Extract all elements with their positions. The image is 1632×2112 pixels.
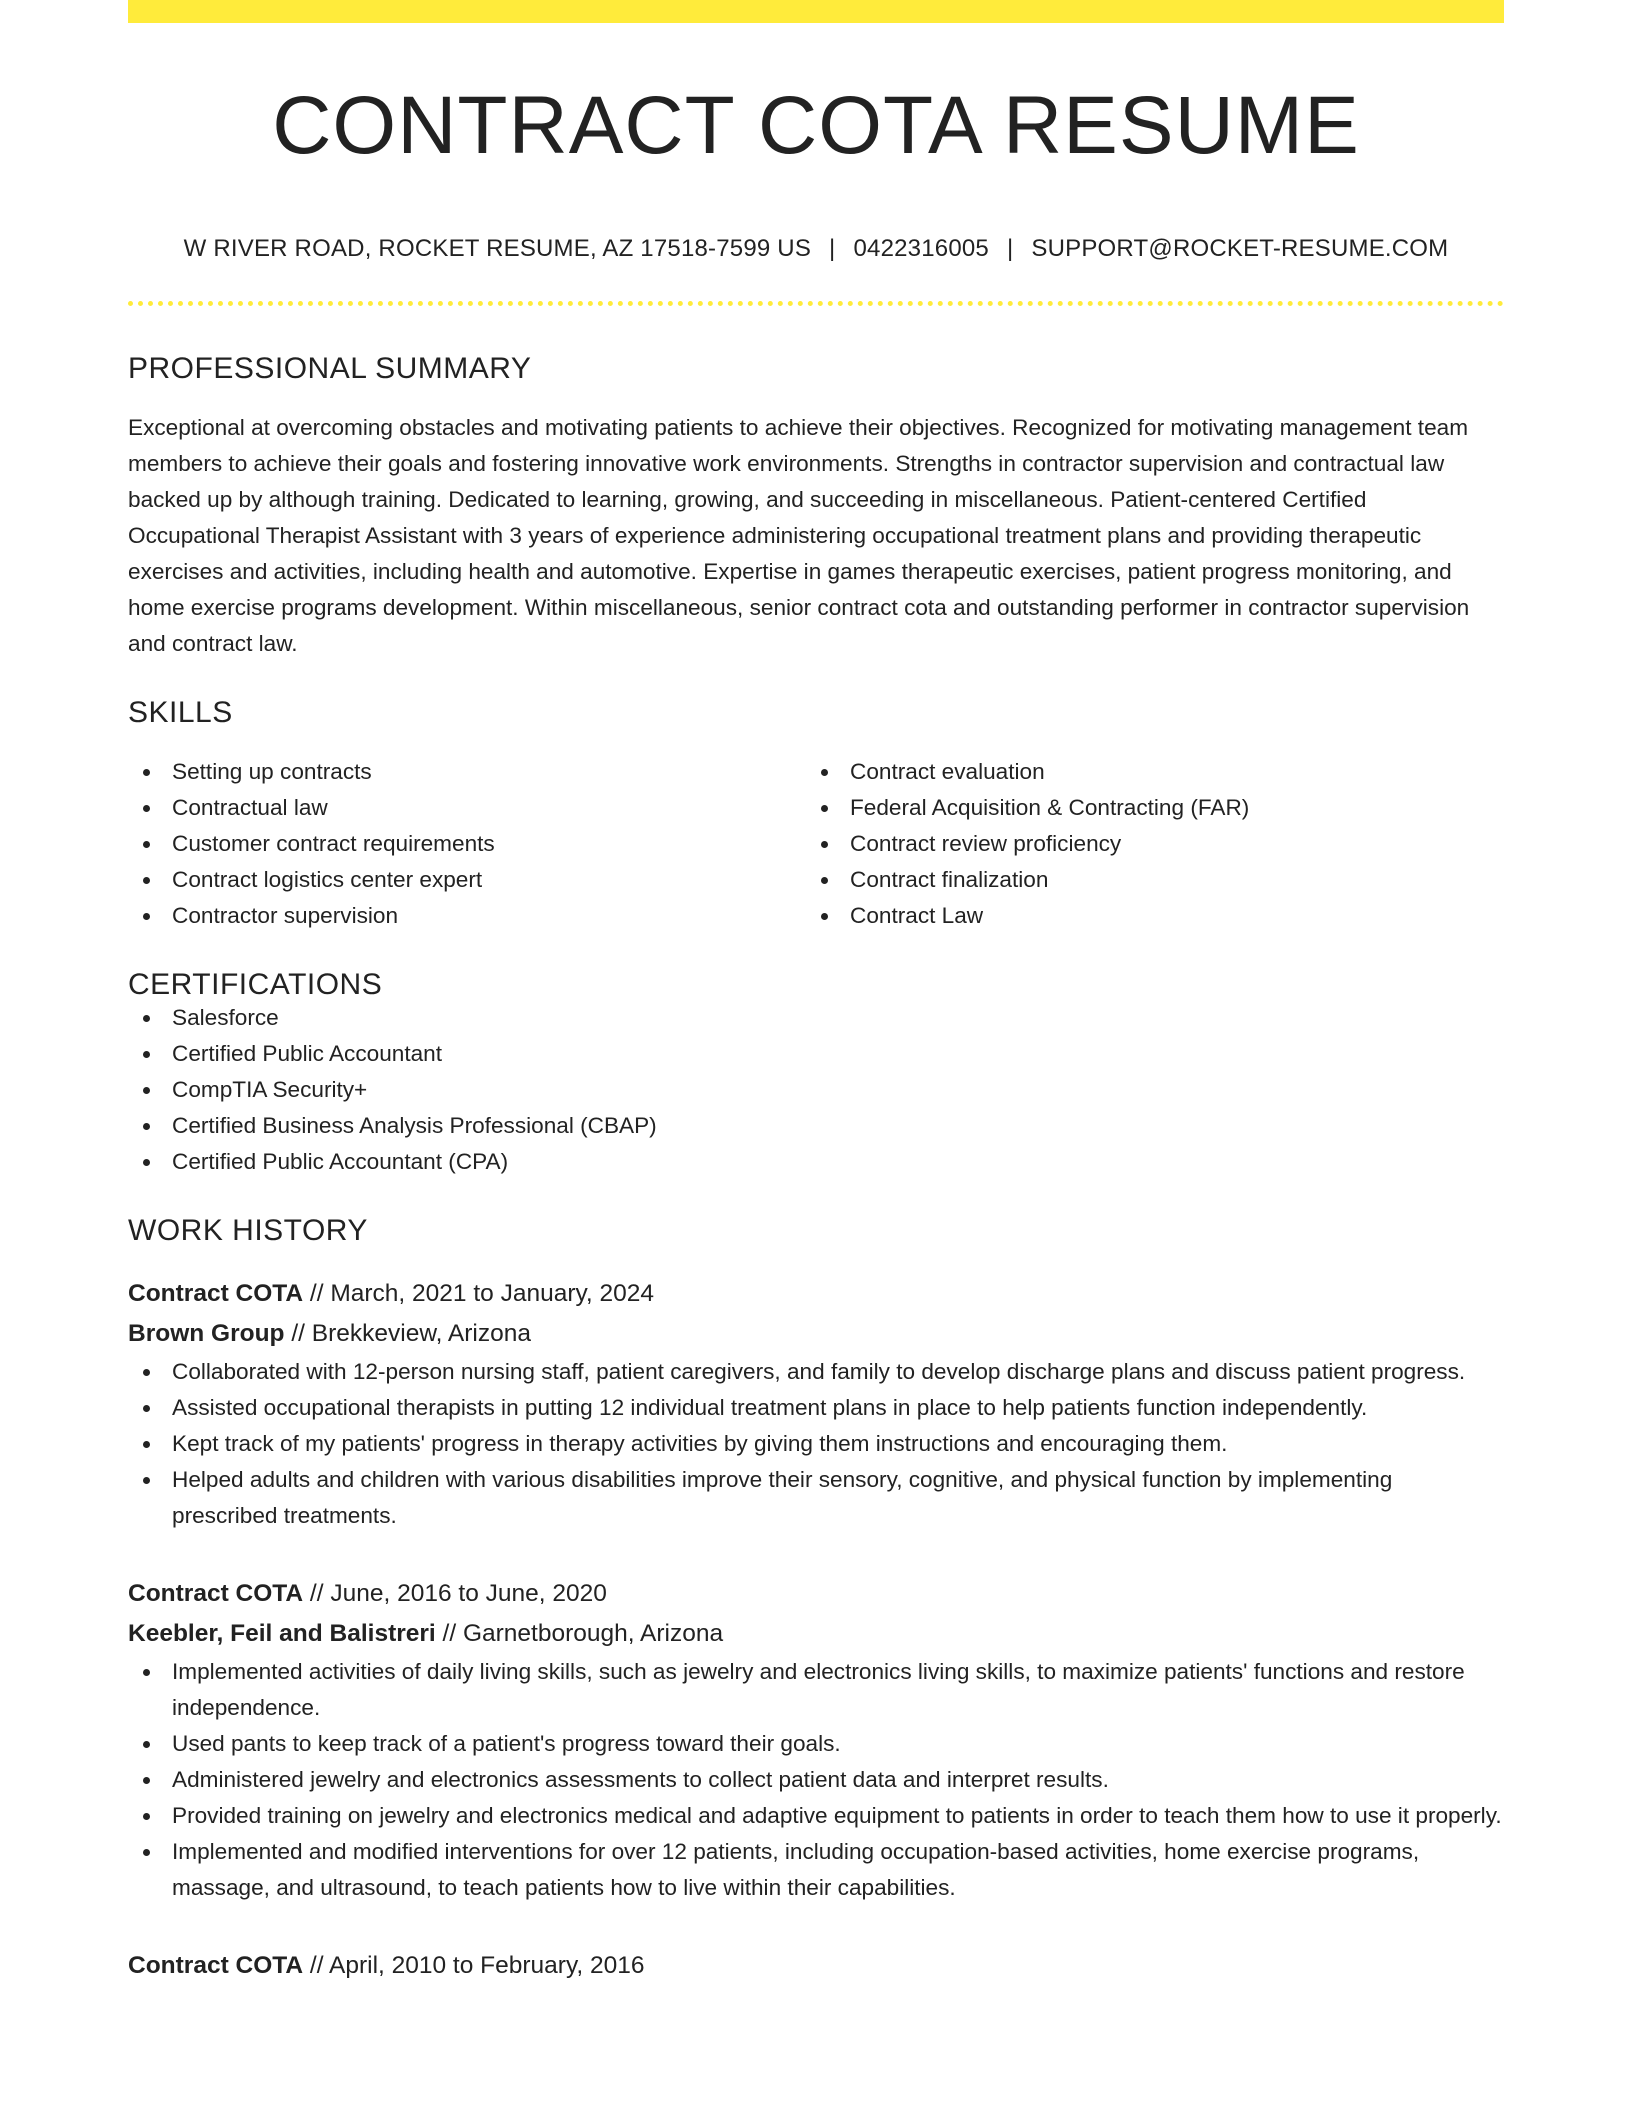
certification-item: Certified Public Accountant bbox=[128, 1036, 1504, 1072]
certifications-heading: CERTIFICATIONS bbox=[128, 968, 383, 1001]
certification-item: CompTIA Security+ bbox=[128, 1072, 1504, 1108]
contact-phone[interactable]: 0422316005 bbox=[853, 235, 989, 262]
job-duty: Helped adults and children with various disabilities improve their sensory, cognitive, and physical function by implementing prescribed treatments. bbox=[128, 1462, 1504, 1534]
certifications-list bbox=[128, 1000, 1504, 1180]
job-company-line bbox=[128, 1614, 1504, 1654]
contact-address: W RIVER ROAD, ROCKET RESUME, AZ 17518-7599 US bbox=[183, 235, 812, 262]
skill-item: Setting up contracts bbox=[128, 754, 806, 790]
skills-list-left bbox=[128, 754, 806, 934]
skill-item: Contract logistics center expert bbox=[128, 862, 806, 898]
work-history-heading: WORK HISTORY bbox=[128, 1214, 368, 1247]
job-title: Contract COTA bbox=[128, 1580, 304, 1607]
resume-page bbox=[128, 0, 1504, 1986]
dotted-divider bbox=[128, 301, 1504, 306]
summary-text: Exceptional at overcoming obstacles and motivating patients to achieve their objectives. Recognized for motivating management team members to achieve their goals and fostering innovative work environments. Strengths in contractor supervision and contractual law backed up by although training. Dedicated to learning, growing, and succeeding in miscellaneous. Patient-centered Certified Occupational Therapist Assistant with 3 years of experience administering occupational treatment plans and providing therapeutic exercises and activities, including health and automotive. Expertise in games therapeutic exercises, patient progress monitoring, and home exercise programs development. Within miscellaneous, senior contract cota and outstanding performer in contractor supervision and contract law. bbox=[128, 415, 1470, 656]
certification-item: Certified Public Accountant (CPA) bbox=[128, 1144, 1504, 1180]
contact-email[interactable]: SUPPORT@ROCKET-RESUME.COM bbox=[1031, 235, 1449, 262]
job-duty: Assisted occupational therapists in putting 12 individual treatment plans in place to help patients function independently. bbox=[128, 1390, 1504, 1426]
job-company-line bbox=[128, 1314, 1504, 1354]
job-title: Contract COTA bbox=[128, 1952, 304, 1979]
job-duty: Implemented and modified interventions for over 12 patients, including occupation-based activities, home exercise programs, massage, and ultrasound, to teach patients how to live within their capabilities. bbox=[128, 1834, 1504, 1906]
job-dates: // April, 2010 to February, 2016 bbox=[303, 1952, 645, 1979]
skills-heading: SKILLS bbox=[128, 696, 233, 729]
job-location: // Garnetborough, Arizona bbox=[435, 1620, 724, 1647]
skill-item: Contractor supervision bbox=[128, 898, 806, 934]
skills-column-right bbox=[806, 754, 1484, 934]
skill-item: Contract review proficiency bbox=[806, 826, 1484, 862]
skill-item: Customer contract requirements bbox=[128, 826, 806, 862]
resume-title: CONTRACT COTA RESUME bbox=[272, 80, 1360, 171]
job-company: Keebler, Feil and Balistreri bbox=[128, 1620, 436, 1647]
skill-item: Contract Law bbox=[806, 898, 1484, 934]
skill-item: Contract evaluation bbox=[806, 754, 1484, 790]
skill-item: Contractual law bbox=[128, 790, 806, 826]
skill-item: Contract finalization bbox=[806, 862, 1484, 898]
job-duties-list bbox=[128, 1354, 1504, 1534]
job-entry bbox=[128, 1274, 1504, 1534]
job-company: Brown Group bbox=[128, 1320, 285, 1347]
job-title-line bbox=[128, 1574, 1504, 1614]
job-duty: Kept track of my patients' progress in therapy activities by giving them instructions and encouraging them. bbox=[128, 1426, 1504, 1462]
contact-separator: | bbox=[829, 235, 836, 262]
skills-list-right bbox=[806, 754, 1484, 934]
job-entry bbox=[128, 1574, 1504, 1906]
job-duties-list bbox=[128, 1654, 1504, 1906]
job-location: // Brekkeview, Arizona bbox=[284, 1320, 531, 1347]
job-entry bbox=[128, 1946, 1504, 1986]
job-duty: Collaborated with 12-person nursing staff, patient caregivers, and family to develop discharge plans and discuss patient progress. bbox=[128, 1354, 1504, 1390]
job-duty: Administered jewelry and electronics assessments to collect patient data and interpret results. bbox=[128, 1762, 1504, 1798]
job-duty: Used pants to keep track of a patient's progress toward their goals. bbox=[128, 1726, 1504, 1762]
job-dates: // March, 2021 to January, 2024 bbox=[303, 1280, 655, 1307]
contact-separator: | bbox=[1006, 235, 1014, 262]
job-title-line bbox=[128, 1946, 1504, 1986]
job-duty: Provided training on jewelry and electronics medical and adaptive equipment to patients in order to teach them how to use it properly. bbox=[128, 1798, 1504, 1834]
job-title-line bbox=[128, 1274, 1504, 1314]
skill-item: Federal Acquisition & Contracting (FAR) bbox=[806, 790, 1484, 826]
summary-heading: PROFESSIONAL SUMMARY bbox=[128, 352, 532, 385]
contact-line bbox=[128, 237, 1504, 261]
certification-item: Certified Business Analysis Professional (CBAP) bbox=[128, 1108, 1504, 1144]
job-dates: // June, 2016 to June, 2020 bbox=[303, 1580, 607, 1607]
certification-item: Salesforce bbox=[128, 1000, 1504, 1036]
top-accent-bar bbox=[128, 0, 1504, 23]
skills-column-left bbox=[128, 754, 806, 934]
job-duty: Implemented activities of daily living skills, such as jewelry and electronics living skills, to maximize patients' functions and restore independence. bbox=[128, 1654, 1504, 1726]
skills-grid bbox=[128, 754, 1504, 934]
job-title: Contract COTA bbox=[128, 1280, 304, 1307]
